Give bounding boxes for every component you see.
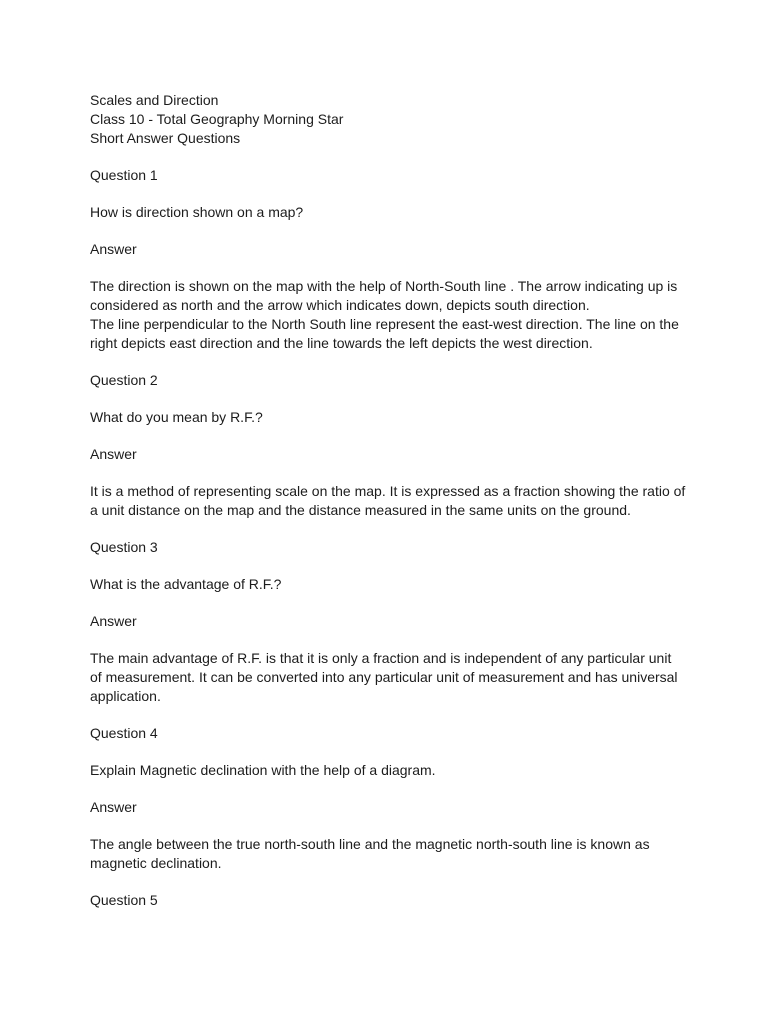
- question-block: [90, 724, 690, 873]
- answer-line: application.: [90, 688, 161, 704]
- spacer: [90, 873, 690, 891]
- spacer: [90, 780, 690, 798]
- question-text: Explain Magnetic declination with the help of a diagram.: [90, 762, 436, 778]
- spacer: [90, 706, 690, 724]
- spacer: [90, 148, 690, 166]
- answer-text: [90, 482, 690, 520]
- question-block: [90, 166, 690, 353]
- spacer: [90, 631, 690, 649]
- spacer: [90, 390, 690, 408]
- question-block: [90, 891, 690, 910]
- answer-label: Answer: [90, 613, 137, 629]
- spacer: [90, 464, 690, 482]
- question-label: Question 4: [90, 725, 158, 741]
- question-block: [90, 371, 690, 520]
- spacer: [90, 817, 690, 835]
- question-label: Question 5: [90, 892, 158, 908]
- spacer: [90, 222, 690, 240]
- answer-label: Answer: [90, 799, 137, 815]
- spacer: [90, 594, 690, 612]
- spacer: [90, 557, 690, 575]
- answer-line: The direction is shown on the map with the help of North-South line . The arrow indicating up is: [90, 278, 678, 294]
- answer-line: It is a method of representing scale on the map. It is expressed as a fraction showing the ratio of: [90, 483, 686, 499]
- document-subtitle: Class 10 - Total Geography Morning Star: [90, 111, 344, 127]
- spacer: [90, 353, 690, 371]
- document-header: [90, 91, 690, 148]
- answer-line: of measurement. It can be converted into any particular unit of measurement and has universal: [90, 669, 678, 685]
- answer-line: magnetic declination.: [90, 855, 222, 871]
- question-text: What is the advantage of R.F.?: [90, 576, 282, 592]
- answer-text: [90, 835, 690, 873]
- question-label: Question 1: [90, 167, 158, 183]
- spacer: [90, 185, 690, 203]
- answer-line: right depicts east direction and the line towards the left depicts the west direction.: [90, 335, 593, 351]
- answer-text: [90, 649, 690, 706]
- question-label: Question 2: [90, 372, 158, 388]
- answer-line: The main advantage of R.F. is that it is only a fraction and is independent of any particular unit: [90, 650, 672, 666]
- answer-line: a unit distance on the map and the distance measured in the same units on the ground.: [90, 502, 631, 518]
- question-label: Question 3: [90, 539, 158, 555]
- spacer: [90, 520, 690, 538]
- question-block: [90, 538, 690, 706]
- answer-line: The angle between the true north-south line and the magnetic north-south line is known as: [90, 836, 650, 852]
- answer-line: considered as north and the arrow which indicates down, depicts south direction.: [90, 297, 590, 313]
- answer-text: [90, 277, 690, 353]
- answer-label: Answer: [90, 241, 137, 257]
- section-heading: Short Answer Questions: [90, 130, 241, 146]
- question-text: How is direction shown on a map?: [90, 204, 304, 220]
- answer-line: The line perpendicular to the North South line represent the east-west direction. The line on the: [90, 316, 679, 332]
- answer-label: Answer: [90, 446, 137, 462]
- document-page: [90, 91, 690, 910]
- question-text: What do you mean by R.F.?: [90, 409, 263, 425]
- document-title: Scales and Direction: [90, 92, 219, 108]
- spacer: [90, 743, 690, 761]
- spacer: [90, 259, 690, 277]
- spacer: [90, 427, 690, 445]
